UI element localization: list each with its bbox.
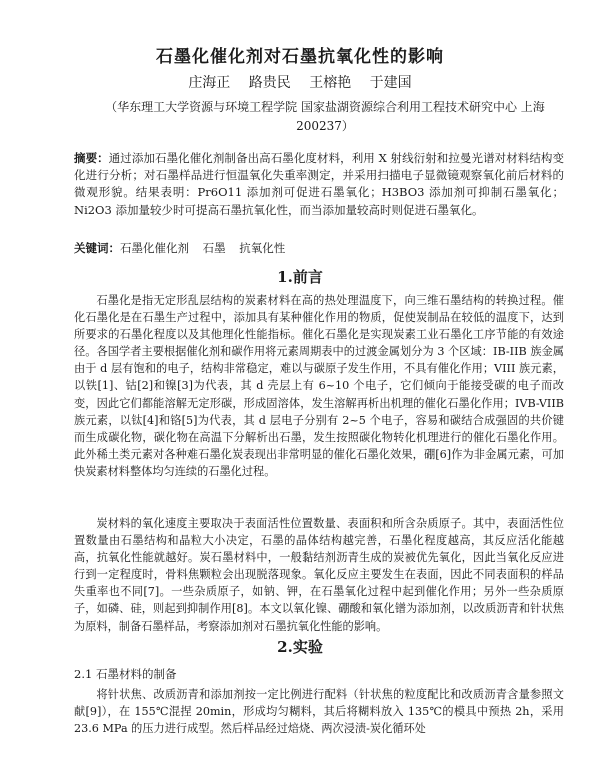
author-list: 庄海正 路贵民 王榕艳 于建国 (188, 75, 412, 91)
abstract (74, 150, 564, 219)
keywords-label: 关键词： (74, 241, 120, 255)
abstract-text: 通过添加石墨化催化剂制备出高石墨化度材料，利用 X 射线衍射和拉曼光谱对材料结构变化进行分析；对石墨样品进行恒温氧化失重率测定，并采用扫描电子显微镜观察氧化前后材料的微观形貌。结果表明：Pr6O11 添加剂可促进石墨氧化；H3BO3 添加剂可抑制石墨氧化；Ni2O3 添加量较少时可提高石墨抗氧化性，而当添加量较高时则促进石墨氧化。 (74, 151, 564, 217)
keywords (74, 240, 564, 257)
section-heading-experiment: 2.实验 (277, 638, 323, 656)
abstract-label: 摘要： (74, 151, 109, 165)
intro-paragraph-1: 石墨化是指无定形乱层结构的炭素材料在高的热处理温度下，向三维石墨结构的转换过程。催化石墨化是在石墨生产过程中，添加具有某种催化作用的物质，促使炭制品在较低的温度下，达到所要求的石墨化程度以及其他理化性能指标。催化石墨化是实现炭素工业石墨化工序节能的有效途径。各国学者主要根据催化剂和碳作用将元素周期表中的过渡金属划分为 3 个区域：IB-IIB 族金属由于 d 层有饱和的电子，结构非常稳定，难以与碳原子发生作用，不具有催化作用；VIII 族元素，以铁[1]、钴[2]和镍[3]为代表，其 d 壳层上有 6~10 个电子，它们倾向于能接受碳的电子而改变，因此它们都能溶解无定形碳，形成固溶体，发生溶解再析出机理的催化石墨化作用；IVB-VIIB 族元素，以钛[4]和铬[5]为代表，其 d 层电子分别有 2~5 个电子，容易和碳结合成强固的共价键而生成碳化物，碳化物在高温下分解析出石墨，发生按照碳化物转化机理进行的催化石墨化作用。此外稀土类元素对各种难石墨化炭表现出非常明显的催化石墨化效果，硼[6]作为非金属元素，可加快炭素材料整体均匀连续的石墨化过程。 (74, 294, 564, 478)
subsection-heading-2-1: 2.1 石墨材料的制备 (74, 667, 177, 681)
keywords-text: 石墨化催化剂 石墨 抗氧化性 (120, 241, 286, 255)
section-heading-introduction: 1.前言 (277, 268, 323, 286)
affiliation: （华东理工大学资源与环境工程学院 国家盐湖资源综合利用工程技术研究中心 上海 200237） (105, 100, 545, 133)
experiment-paragraph-1: 将针状焦、改质沥青和添加剂按一定比例进行配料（针状焦的粒度配比和改质沥青含量参照文献[9]），在 155℃混捏 20min，形成均匀糊料，其后将糊料放入 135℃的模具中预热 2h，采用 23.6 MPa 的压力进行成型。然后样品经过焙烧、两次浸渍-炭化循环处 (74, 688, 564, 736)
paper-title: 石墨化催化剂对石墨抗氧化性的影响 (156, 47, 444, 67)
intro-paragraph-2: 炭材料的氧化速度主要取决于表面活性位置数量、表面积和所含杂质原子。其中，表面活性位置数量由石墨结构和晶粒大小决定，石墨的晶体结构越完善，石墨化程度越高，其反应活化能越高，抗氧化性能就越好。炭石墨材料中，一般黏结剂沥青生成的炭被优先氧化，因此当氧化反应进行到一定程度时，骨料焦颗粒会出现脱落现象。氧化反应主要发生在表面，因此不同表面积的样品失重率也不同[7]。一些杂质原子，如钠、钾，在石墨氧化过程中起到催化作用；另外一些杂质原子，如磷、硅，则起到抑制作用[8]。本文以氧化镍、硼酸和氧化镨为添加剂，以改质沥青和针状焦为原料，制备石墨样品，考察添加剂对石墨抗氧化性能的影响。 (74, 517, 564, 633)
